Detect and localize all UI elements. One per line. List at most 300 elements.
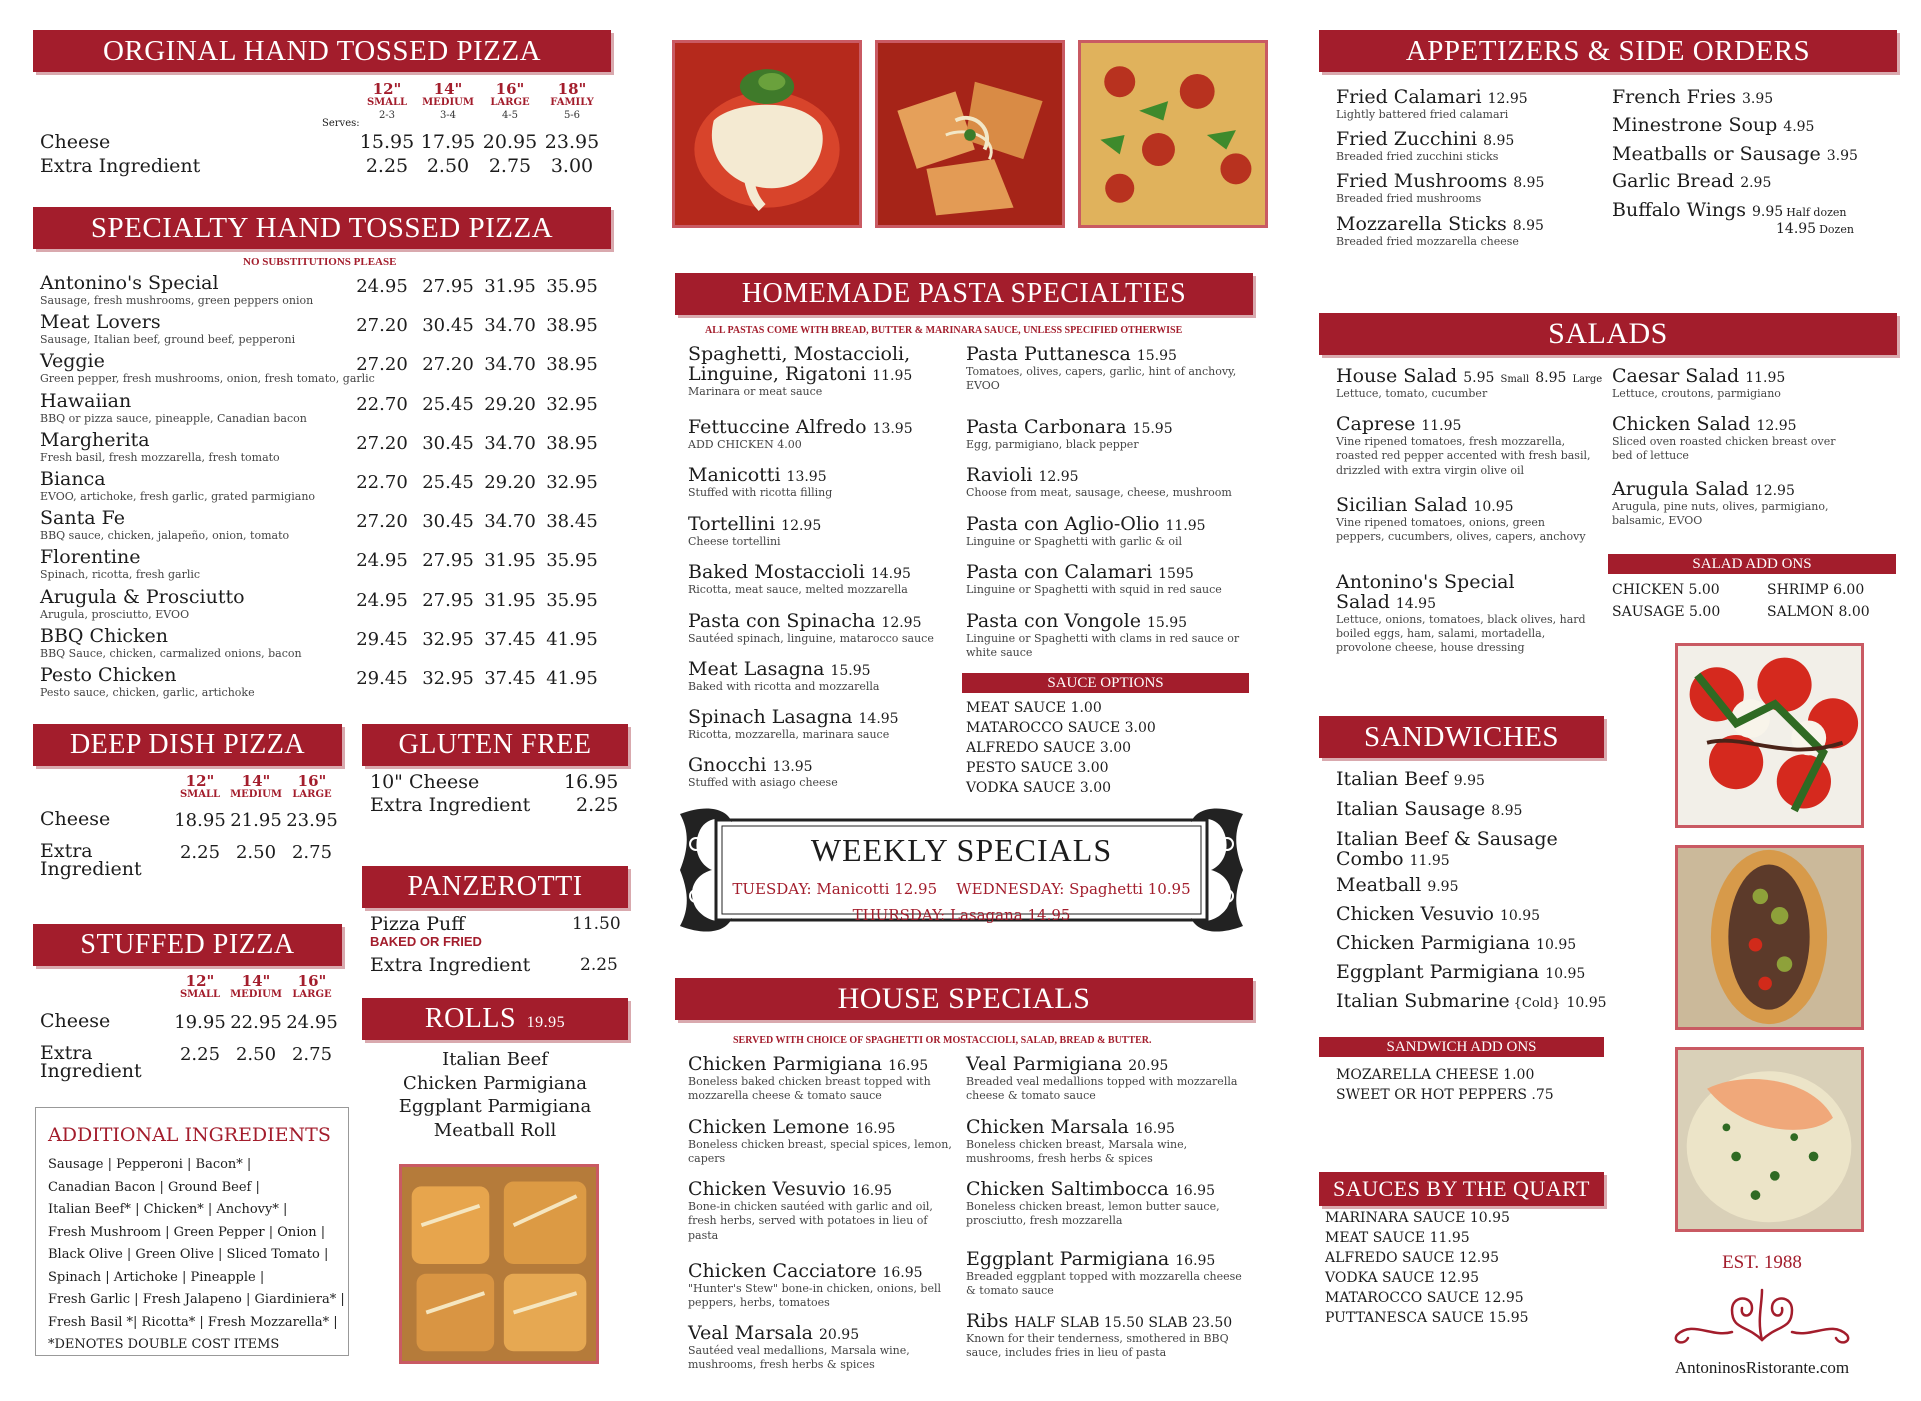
item-price: 16.95 bbox=[1175, 1253, 1216, 1269]
item-desc: Sausage, Italian beef, ground beef, pepperoni bbox=[40, 333, 296, 347]
item-desc: Breaded veal medallions topped with mozzarella cheese & tomato sauce bbox=[966, 1074, 1238, 1103]
ingredient-line: Canadian Bacon | Ground Beef | bbox=[48, 1179, 260, 1195]
sauce-option: MATAROCCO SAUCE 3.00 bbox=[966, 720, 1156, 736]
price: 37.45 bbox=[484, 628, 536, 650]
item-desc: "Hunter's Stew" bone-in chicken, onions, bell peppers, herbs, tomatoes bbox=[688, 1281, 942, 1310]
specialty-item bbox=[40, 548, 200, 582]
item-desc: ADD CHICKEN 4.00 bbox=[688, 437, 802, 451]
item-price: 4.95 bbox=[1783, 119, 1815, 135]
sandwich-item bbox=[1336, 876, 1458, 896]
row-label: Cheese bbox=[40, 1010, 111, 1032]
menu-item bbox=[1336, 415, 1596, 478]
price: 27.95 bbox=[422, 276, 474, 297]
item-price: 20.95 bbox=[819, 1327, 860, 1343]
name-text: Pasta con Vongole bbox=[966, 610, 1141, 632]
price: 15.95 bbox=[359, 131, 415, 153]
item-desc: Breaded fried mushrooms bbox=[1336, 191, 1482, 205]
item-name bbox=[1612, 88, 1773, 108]
item-name bbox=[1612, 480, 1852, 500]
item-name: Florentine bbox=[40, 546, 141, 569]
menu-item bbox=[966, 1180, 1246, 1229]
price: 41.95 bbox=[546, 668, 598, 689]
item-price: 20.95 bbox=[1128, 1058, 1169, 1074]
wednesday-item: Spaghetti 10.95 bbox=[1069, 880, 1191, 898]
name-text: Italian Sausage bbox=[1336, 798, 1486, 820]
name-text: Mozzarella Sticks bbox=[1336, 213, 1507, 235]
item-price: 12.95 bbox=[1754, 483, 1795, 499]
size-inch: 16" bbox=[297, 772, 327, 790]
item-desc: Ricotta, meat sauce, melted mozzarella bbox=[688, 582, 908, 596]
item-price: 12.95 bbox=[1038, 469, 1079, 485]
size-name: SMALL bbox=[179, 988, 221, 1000]
item-desc: Pesto sauce, chicken, garlic, artichoke bbox=[40, 685, 255, 699]
menu-item bbox=[688, 708, 958, 742]
item-name bbox=[1336, 830, 1558, 870]
price: 27.20 bbox=[356, 432, 408, 454]
item-price: 13.95 bbox=[772, 759, 813, 775]
name-text: Caesar Salad bbox=[1612, 365, 1740, 387]
specialty-note: NO SUBSTITUTIONS PLEASE bbox=[243, 256, 397, 268]
price: 34.70 bbox=[484, 432, 536, 454]
wednesday-label: WEDNESDAY: bbox=[956, 880, 1065, 898]
price: 22.70 bbox=[356, 472, 408, 493]
name-text: Caprese bbox=[1336, 413, 1416, 435]
item-desc: BBQ Sauce, chicken, carmalized onions, bacon bbox=[40, 646, 302, 660]
item-price: 9.95 bbox=[1752, 204, 1784, 220]
ingredient-line: Fresh Basil *| Ricotta* | Fresh Mozzarella* | bbox=[48, 1314, 338, 1330]
menu-item bbox=[966, 563, 1246, 597]
specialty-item bbox=[40, 509, 289, 543]
menu-item bbox=[688, 515, 958, 549]
price: 2.25 bbox=[179, 842, 221, 863]
hand-tossed-banner: ORGINAL HAND TOSSED PIZZA bbox=[33, 30, 611, 72]
item-price: 8.95 bbox=[1512, 218, 1544, 234]
price: 24.95 bbox=[356, 550, 408, 572]
name-text: Gnocchi bbox=[688, 754, 767, 776]
price: 35.95 bbox=[546, 550, 598, 572]
price: 38.45 bbox=[546, 511, 598, 533]
website: AntoninosRistorante.com bbox=[1674, 1358, 1850, 1377]
item-desc: Linguine or Spaghetti with clams in red sauce or white sauce bbox=[966, 631, 1240, 660]
menu-item bbox=[688, 1180, 958, 1243]
sandwich-item bbox=[1336, 992, 1607, 1012]
price: 2.75 bbox=[291, 842, 333, 863]
price: 30.45 bbox=[422, 315, 474, 337]
menu-item bbox=[966, 1118, 1246, 1167]
quart-banner: SAUCES BY THE QUART bbox=[1319, 1172, 1604, 1206]
specialty-item bbox=[40, 352, 375, 386]
name-text: Minestrone Soup bbox=[1612, 114, 1778, 136]
item-price: 1595 bbox=[1158, 566, 1194, 582]
size-name: MEDIUM bbox=[422, 96, 474, 108]
size-name: SMALL bbox=[179, 788, 221, 800]
item-price: 9.95 bbox=[1427, 879, 1459, 895]
sandwich-item bbox=[1336, 770, 1485, 790]
name-text: Pasta Puttanesca bbox=[966, 343, 1131, 365]
name-text: Pasta Carbonara bbox=[966, 416, 1127, 438]
price: 31.95 bbox=[484, 589, 536, 611]
price: 22.70 bbox=[356, 393, 408, 415]
item-price: 10.95 bbox=[1536, 937, 1577, 953]
row-label: Extra Ingredient bbox=[40, 840, 142, 880]
size-header bbox=[272, 974, 352, 1000]
price: 24.95 bbox=[356, 276, 408, 297]
roll-item: Eggplant Parmigiana bbox=[398, 1096, 592, 1117]
size-inch: 14" bbox=[241, 772, 271, 790]
item-price: 3.95 bbox=[1826, 148, 1858, 164]
tuesday-label: TUESDAY: bbox=[732, 880, 812, 898]
item-price: 8.95 bbox=[1491, 803, 1523, 819]
name-text: French Fries bbox=[1612, 86, 1737, 108]
gf-extra-price: 2.25 bbox=[576, 794, 619, 816]
menu-item bbox=[688, 612, 958, 646]
menu-item bbox=[1336, 573, 1596, 656]
ingredient-line: Fresh Mushroom | Green Pepper | Onion | bbox=[48, 1224, 326, 1240]
panzerotti-item: Pizza Puff bbox=[370, 913, 465, 935]
item-desc: BBQ or pizza sauce, pineapple, Canadian bacon bbox=[40, 411, 307, 425]
item-price: 15.95 bbox=[1132, 421, 1173, 437]
item-desc: Tomatoes, olives, capers, garlic, hint of anchovy, EVOO bbox=[966, 364, 1237, 393]
item-desc: Sliced oven roasted chicken breast over bed of lettuce bbox=[1612, 434, 1836, 463]
sandwich-addon: MOZARELLA CHEESE 1.00 bbox=[1336, 1067, 1535, 1083]
item-desc: Spinach, ricotta, fresh garlic bbox=[40, 568, 201, 582]
size-name: MEDIUM bbox=[230, 788, 282, 800]
menu-item bbox=[1336, 130, 1596, 164]
price: 35.95 bbox=[546, 589, 598, 611]
menu-item bbox=[688, 1118, 958, 1167]
price: 25.45 bbox=[422, 393, 474, 415]
price: 2.75 bbox=[488, 155, 532, 177]
pasta-note: ALL PASTAS COME WITH BREAD, BUTTER & MARINARA SAUCE, UNLESS SPECIFIED OTHERWISE bbox=[705, 325, 1183, 336]
menu-item bbox=[1612, 480, 1852, 529]
menu-item bbox=[688, 1262, 958, 1311]
item-name bbox=[1612, 367, 1852, 387]
quart-sauce: PUTTANESCA SAUCE 15.95 bbox=[1325, 1310, 1529, 1326]
item-name bbox=[1336, 963, 1585, 983]
item-price: 12.95 bbox=[881, 615, 922, 631]
size-header bbox=[272, 774, 352, 800]
item-desc: Arugula, pine nuts, olives, parmigiano, balsamic, EVOO bbox=[1612, 499, 1829, 528]
name-text: Ravioli bbox=[966, 464, 1033, 486]
item-desc: Sautéed spinach, linguine, matarocco sauce bbox=[688, 631, 934, 645]
item-name: BBQ Chicken bbox=[40, 624, 169, 647]
house-salad-price2: 8.95 bbox=[1535, 370, 1567, 386]
item-desc: Lightly battered fried calamari bbox=[1336, 107, 1509, 121]
item-price: 12.95 bbox=[1487, 91, 1528, 107]
item-name bbox=[688, 1055, 958, 1075]
name-text: Chicken Cacciatore bbox=[688, 1260, 877, 1282]
item-price: 15.95 bbox=[830, 663, 871, 679]
item-price: 14.95 bbox=[870, 566, 911, 582]
price: 30.45 bbox=[422, 432, 474, 454]
menu-item bbox=[688, 756, 958, 790]
price: 29.20 bbox=[484, 393, 536, 415]
item-price: 13.95 bbox=[872, 421, 913, 437]
item-price: 3.95 bbox=[1742, 91, 1774, 107]
item-desc: Sausage, fresh mushrooms, green peppers onion bbox=[40, 293, 314, 307]
name-text: Spinach Lasagna bbox=[688, 706, 853, 728]
price: 2.75 bbox=[291, 1044, 333, 1065]
name-text: Chicken Marsala bbox=[966, 1116, 1129, 1138]
specialty-item bbox=[40, 666, 255, 700]
price: 21.95 bbox=[230, 810, 282, 831]
size-inch: 16" bbox=[495, 80, 525, 98]
size-name: SMALL bbox=[366, 96, 408, 108]
item-name bbox=[1612, 201, 1854, 221]
ingredient-line: Black Olive | Green Olive | Sliced Tomato | bbox=[48, 1247, 329, 1262]
item-desc: EVOO, artichoke, fresh garlic, grated parmigiano bbox=[40, 489, 316, 503]
ingredient-line: Sausage | Pepperoni | Bacon* | bbox=[48, 1157, 252, 1172]
item-price: 11.95 bbox=[1409, 852, 1450, 869]
salad-addon: SAUSAGE 5.00 bbox=[1612, 604, 1721, 620]
item-name bbox=[1612, 116, 1814, 136]
item-name bbox=[1336, 876, 1458, 896]
item-name bbox=[688, 1180, 958, 1200]
name-text: Italian Submarine bbox=[1336, 990, 1510, 1012]
roll-item: Italian Beef bbox=[442, 1049, 548, 1070]
size-name: LARGE bbox=[490, 96, 530, 108]
salad-addons-bar: SALAD ADD ONS bbox=[1608, 554, 1896, 574]
quart-sauce: ALFREDO SAUCE 12.95 bbox=[1325, 1250, 1499, 1266]
size-header bbox=[532, 82, 612, 122]
sauce-option: MEAT SAUCE 1.00 bbox=[966, 700, 1102, 716]
price: 27.95 bbox=[422, 550, 474, 572]
item-name bbox=[1336, 172, 1596, 192]
item-desc: Known for their tenderness, smothered in BBQ sauce, includes fries in lieu of pasta bbox=[966, 1331, 1229, 1360]
item-name bbox=[966, 563, 1246, 583]
item-name bbox=[1336, 130, 1596, 150]
item-price: 13.95 bbox=[786, 469, 827, 485]
name-text: Eggplant Parmigiana bbox=[966, 1248, 1170, 1270]
price: 32.95 bbox=[546, 393, 598, 415]
item-price: 8.95 bbox=[1483, 133, 1515, 149]
item-desc: Egg, parmigiano, black pepper bbox=[966, 437, 1139, 451]
item-desc: Baked with ricotta and mozzarella bbox=[688, 679, 880, 693]
item-price: 15.95 bbox=[1146, 615, 1188, 631]
item-name bbox=[1336, 800, 1522, 820]
name-text: Veal Parmigiana bbox=[966, 1053, 1123, 1075]
quart-sauce: MATAROCCO SAUCE 12.95 bbox=[1325, 1290, 1524, 1306]
item-name bbox=[688, 612, 958, 632]
price: 27.20 bbox=[422, 354, 474, 376]
name-text: Chicken Vesuvio bbox=[1336, 903, 1494, 925]
name-text: Buffalo Wings bbox=[1612, 199, 1747, 221]
item-name bbox=[1336, 934, 1576, 954]
salad-addon: SALMON 8.00 bbox=[1767, 604, 1870, 620]
name-text: Meatballs or Sausage bbox=[1612, 143, 1821, 165]
item-name bbox=[1612, 145, 1858, 165]
roll-item: Chicken Parmigiana bbox=[403, 1072, 587, 1094]
item-desc: Boneless chicken breast, special spices, lemon, capers bbox=[688, 1137, 952, 1166]
price: 2.25 bbox=[365, 155, 409, 177]
item-price: 16.95 bbox=[1174, 1183, 1215, 1199]
house-salad-large: Large bbox=[1572, 374, 1603, 385]
sandwich-item bbox=[1336, 963, 1585, 983]
price: 27.20 bbox=[356, 511, 408, 533]
menu-item bbox=[1612, 172, 1771, 192]
item-name bbox=[688, 1118, 958, 1138]
price: 38.95 bbox=[546, 315, 598, 337]
specialty-item bbox=[40, 313, 295, 347]
item-desc: Bone-in chicken sautéed with garlic and oil, fresh herbs, served with potatoes in lieu of pasta bbox=[688, 1199, 933, 1242]
panzerotti-sub: BAKED OR FRIED bbox=[370, 934, 482, 949]
name-text: Chicken Parmigiana bbox=[1336, 932, 1531, 954]
item-name: Hawaiian bbox=[40, 389, 132, 412]
name-text: Chicken Vesuvio bbox=[688, 1178, 846, 1200]
item-price: 9.95 bbox=[1453, 773, 1485, 789]
price: 29.20 bbox=[484, 472, 536, 493]
name-text: Fried Calamari bbox=[1336, 86, 1482, 108]
item-desc: Vine ripened tomatoes, onions, green peppers, cucumbers, olives, capers, anchovy bbox=[1336, 515, 1586, 544]
menu-item bbox=[1612, 116, 1814, 136]
name-text: Veal Marsala bbox=[688, 1322, 814, 1344]
price: 41.95 bbox=[546, 628, 598, 650]
name-text: Tortellini bbox=[688, 513, 776, 535]
item-desc: Breaded eggplant topped with mozzarella cheese & tomato sauce bbox=[966, 1269, 1242, 1298]
salad-addon: CHICKEN 5.00 bbox=[1612, 582, 1720, 598]
price: 25.45 bbox=[422, 472, 474, 493]
size-inch: 12" bbox=[372, 80, 402, 98]
specialty-item bbox=[40, 428, 280, 465]
item-price: 11.95 bbox=[1745, 370, 1786, 386]
item-price: 10.95 bbox=[1499, 908, 1541, 924]
price: 24.95 bbox=[356, 589, 408, 611]
flourish-icon bbox=[1662, 1280, 1862, 1350]
gf-cheese-label: 10" Cheese bbox=[370, 771, 480, 793]
menu-item bbox=[966, 612, 1246, 661]
size-name: MEDIUM bbox=[230, 988, 282, 1000]
item-name bbox=[966, 418, 1246, 438]
menu-item bbox=[688, 466, 958, 500]
item-name bbox=[1336, 770, 1485, 790]
sandwich-item bbox=[1336, 934, 1576, 954]
specialty-item bbox=[40, 624, 302, 661]
price: 2.50 bbox=[235, 842, 277, 863]
ingredient-line: Spinach | Artichoke | Pineapple | bbox=[48, 1269, 265, 1285]
thursday-label: THURSDAY: bbox=[852, 906, 946, 924]
menu-item bbox=[1336, 496, 1596, 545]
house-salad bbox=[1336, 367, 1602, 401]
row-label: Cheese bbox=[40, 808, 111, 830]
item-name bbox=[1336, 992, 1607, 1012]
item-name: Arugula & Prosciutto bbox=[40, 585, 245, 608]
price: 23.95 bbox=[544, 131, 600, 153]
additional-ingredients-title: ADDITIONAL INGREDIENTS bbox=[48, 1124, 331, 1146]
rolls-price: 19.95 bbox=[526, 1014, 566, 1031]
rolls-title: ROLLS bbox=[424, 1003, 517, 1034]
name-text: Chicken Parmigiana bbox=[688, 1053, 883, 1075]
name-text: Pasta con Calamari bbox=[966, 561, 1153, 583]
price: 35.95 bbox=[546, 276, 598, 297]
item-name bbox=[688, 466, 958, 486]
item-desc: Boneless baked chicken breast topped with mozzarella cheese & tomato sauce bbox=[688, 1074, 931, 1103]
item-name bbox=[966, 1118, 1246, 1138]
gf-extra-label: Extra Ingredient bbox=[370, 794, 531, 816]
item-price-2: 14.95 bbox=[1776, 220, 1817, 237]
item-desc: BBQ sauce, chicken, jalapeño, onion, tomato bbox=[40, 529, 290, 543]
item-desc: Breaded fried mozzarella cheese bbox=[1336, 234, 1519, 248]
size-serves: 3-4 bbox=[439, 110, 457, 122]
menu-item bbox=[1612, 367, 1852, 401]
price: 32.95 bbox=[422, 668, 474, 689]
menu-item bbox=[966, 466, 1246, 500]
price: 27.20 bbox=[356, 315, 408, 337]
sandwich-item bbox=[1336, 905, 1540, 925]
deep-dish-banner: DEEP DISH PIZZA bbox=[33, 724, 342, 766]
item-name: Antonino's Special bbox=[40, 272, 219, 294]
rolls-photo bbox=[399, 1164, 599, 1364]
price: 32.95 bbox=[546, 472, 598, 493]
lasagna-photo bbox=[672, 40, 862, 228]
menu-item bbox=[688, 345, 958, 399]
menu-item bbox=[966, 1312, 1246, 1361]
item-price: 14.95 bbox=[858, 711, 899, 727]
name-text-2: Salad bbox=[1336, 590, 1390, 613]
name-text: Italian Beef & Sausage bbox=[1336, 828, 1558, 850]
item-name bbox=[966, 1250, 1246, 1270]
item-desc: Stuffed with ricotta filling bbox=[688, 485, 833, 499]
quart-sauce: VODKA SAUCE 12.95 bbox=[1325, 1270, 1479, 1286]
item-desc: Boneless chicken breast, lemon butter sauce, prosciutto, fresh mozzarella bbox=[966, 1199, 1220, 1228]
sauce-option: VODKA SAUCE 3.00 bbox=[966, 780, 1112, 796]
name-text: Meatball bbox=[1336, 874, 1422, 896]
gluten-free-banner: GLUTEN FREE bbox=[362, 724, 628, 766]
price: 29.45 bbox=[356, 628, 408, 650]
item-name bbox=[688, 756, 958, 776]
name-text: Fettuccine Alfredo bbox=[688, 416, 867, 438]
size-serves: 5-6 bbox=[563, 110, 581, 122]
item-name bbox=[966, 466, 1246, 486]
serves-label: Serves: bbox=[322, 118, 360, 129]
ravioli-photo bbox=[875, 40, 1065, 228]
item-name bbox=[1336, 88, 1596, 108]
item-desc: Choose from meat, sausage, cheese, mushroom bbox=[966, 485, 1232, 499]
pasta-banner: HOMEMADE PASTA SPECIALTIES bbox=[675, 273, 1253, 315]
specialty-item bbox=[40, 274, 313, 308]
price: 22.95 bbox=[230, 1012, 282, 1033]
sandwich-item bbox=[1336, 830, 1558, 870]
roll-item: Meatball Roll bbox=[433, 1119, 557, 1141]
size-inch: 12" bbox=[185, 972, 215, 990]
stuffed-banner: STUFFED PIZZA bbox=[33, 924, 342, 966]
item-price: 10.95 bbox=[1473, 499, 1514, 515]
name-text: Chicken Saltimbocca bbox=[966, 1178, 1169, 1200]
price-note: Half dozen bbox=[1786, 206, 1847, 219]
price: 34.70 bbox=[484, 511, 536, 533]
item-desc: Lettuce, onions, tomatoes, black olives, hard boiled eggs, ham, salami, mortadella, provolone cheese, house dressing bbox=[1336, 612, 1586, 655]
sandwich-addons-bar: SANDWICH ADD ONS bbox=[1319, 1037, 1604, 1057]
est-label: EST. 1988 bbox=[1722, 1252, 1802, 1273]
item-price: 16.95 bbox=[851, 1183, 893, 1199]
name-text: Italian Beef bbox=[1336, 768, 1448, 790]
row-label: Cheese bbox=[40, 131, 111, 153]
house-note: SERVED WITH CHOICE OF SPAGHETTI OR MOSTACCIOLI, SALAD, BREAD & BUTTER. bbox=[733, 1035, 1152, 1046]
price: 27.95 bbox=[422, 589, 474, 611]
price-note-2: Dozen bbox=[1819, 222, 1854, 236]
house-specials-banner: HOUSE SPECIALS bbox=[675, 978, 1253, 1020]
name-text: Antonino's Special bbox=[1336, 571, 1515, 593]
item-desc: Linguine or Spaghetti with garlic & oil bbox=[966, 534, 1183, 548]
item-price: 16.95 bbox=[855, 1121, 896, 1137]
item-name bbox=[688, 515, 958, 535]
item-desc: Green pepper, fresh mushrooms, onion, fresh tomato, garlic bbox=[40, 372, 375, 386]
size-inch: 12" bbox=[185, 772, 215, 790]
size-inch: 14" bbox=[433, 80, 463, 98]
name-text: Pasta con Spinacha bbox=[688, 610, 876, 632]
size-inch: 18" bbox=[557, 80, 587, 98]
item-price: 16.95 bbox=[1134, 1121, 1175, 1137]
salmon-photo bbox=[1675, 1047, 1864, 1232]
